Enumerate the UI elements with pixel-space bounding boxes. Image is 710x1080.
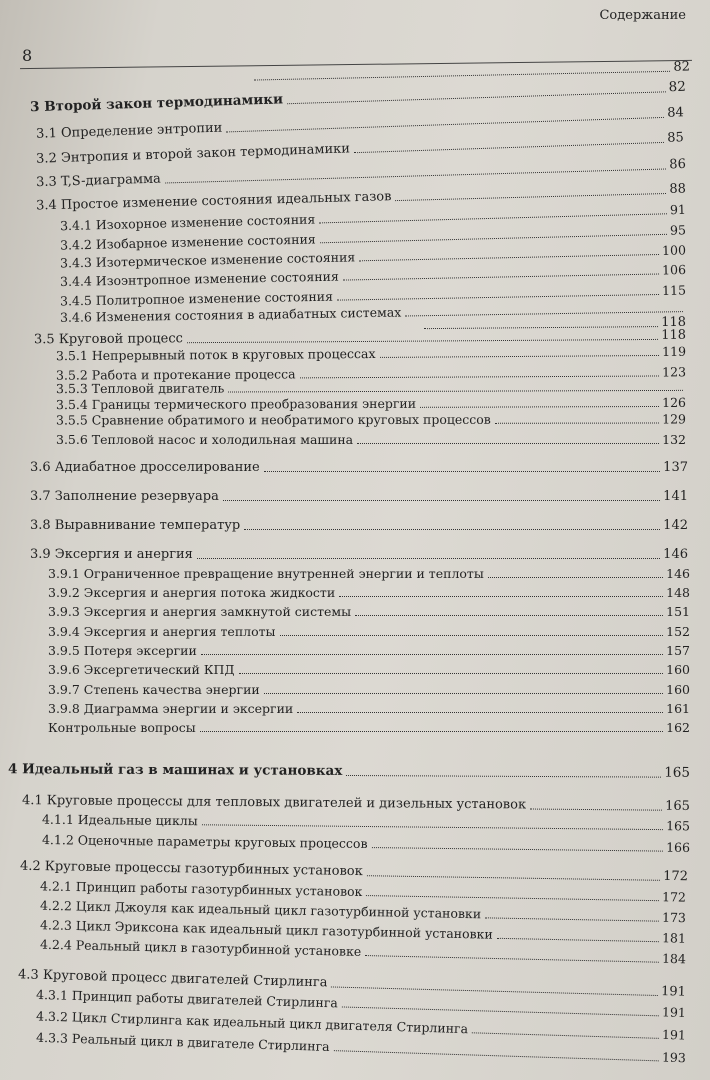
toc-entry: 3.7 Заполнение резервуара 141	[30, 489, 688, 504]
toc-entry: 3.9.6 Эксергетический КПД 160	[48, 662, 690, 677]
toc-entry: 3.5.1 Непрерывный поток в круговых процессах 119	[55, 343, 687, 364]
toc-entry: 4.2 Круговые процессы газотурбинных установок 172	[19, 858, 689, 885]
toc-entry: 4.2.2 Цикл Джоуля как идеальный цикл газотурбинной установки 173	[39, 897, 687, 926]
toc-entry: 3.5.3 Тепловой двигатель	[56, 379, 686, 396]
toc-entry: 3.1 Определение энтропии 84	[35, 105, 685, 142]
toc-entry: 3.8 Выравнивание температур 142	[30, 518, 688, 533]
toc-entry: 4 Идеальный газ в машинах и установках 165	[7, 761, 691, 781]
toc-entry: 4.1.1 Идеальные циклы 165	[41, 811, 691, 834]
running-title: Содержание	[599, 8, 686, 23]
toc-entry: 3.4.2 Изобарное изменение состояния 95	[59, 222, 687, 253]
toc-entry: 3.5.5 Сравнение обратимого и необратимого круговых процессов 129	[55, 411, 687, 428]
toc-entry: 3.5.2 Работа и протекание процесса 123	[55, 364, 687, 383]
toc-entry: 118	[420, 315, 686, 332]
toc-entry: 4.2.4 Реальный цикл в газотурбинной установке 184	[39, 936, 687, 967]
toc-entry: 4.1 Круговые процессы для тепловых двигателей и дизельных установок 165	[21, 793, 691, 814]
toc-entry: 3.9.2 Эксергия и анергия потока жидкости 148	[48, 585, 690, 600]
toc-entry: 3 Второй закон термодинамики 82	[29, 78, 687, 116]
toc-entry: 82	[250, 59, 690, 83]
toc-entry: 3.9.3 Эксергия и анергия замкнутой системы 151	[48, 604, 690, 619]
toc-entry: 3.4.6 Изменения состояния в адиабатных системах	[60, 300, 686, 325]
toc-entry: 3.4.4 Изоэнтропное изменение состояния 106	[59, 261, 687, 290]
toc-entry: 3.2 Энтропия и второй закон термодинамики 85	[35, 130, 685, 167]
toc-entry: 4.1.2 Оценочные параметры круговых процессов 166	[41, 832, 691, 855]
toc-entry: 3.4.3 Изотермическое изменение состояния 100	[59, 242, 687, 271]
toc-entry: 3.9 Эксергия и анергия 146	[30, 547, 688, 562]
toc-entry: 3.4 Простое изменение состояния идеальных газов 88	[35, 181, 687, 214]
toc-entry: 3.9.5 Потеря эксергии 157	[48, 643, 690, 658]
toc-entry: 3.3 T,S-диаграмма 86	[35, 156, 687, 191]
toc-entry: 3.9.8 Диаграмма энергии и эксергии 161	[48, 701, 690, 716]
page-number: 8	[22, 46, 33, 65]
toc-entry: 4.3 Круговой процесс двигателей Стирлинга 191	[17, 967, 687, 1000]
toc-entry: 3.9.4 Эксергия и анергия теплоты 152	[48, 624, 690, 639]
toc-entry: 4.3.3 Реальный цикл в двигателе Стирлинга 193	[35, 1029, 687, 1066]
toc-entry: 4.2.1 Принцип работы газотурбинных установок 172	[39, 878, 687, 905]
toc-entry: Контрольные вопросы 162	[48, 720, 690, 735]
toc-entry: 3.6 Адиабатное дросселирование 137	[30, 460, 688, 475]
toc-entry: 3.5.4 Границы термического преобразования энергии 126	[55, 394, 687, 413]
toc-entry: 3.5 Круговой процесс 118	[33, 327, 687, 348]
toc-entry: 4.3.1 Принцип работы двигателей Стирлинга 191	[35, 986, 687, 1021]
toc-entry: 3.5.6 Тепловой насос и холодильная машина 132	[56, 432, 686, 447]
toc-entry: 3.4.5 Политропное изменение состояния 115	[59, 282, 687, 309]
toc-entry: 4.2.3 Цикл Эриксона как идеальный цикл газотурбинной установки 181	[39, 917, 687, 946]
toc-entry: 3.4.1 Изохорное изменение состояния 91	[59, 201, 687, 234]
toc-entry: 3.9.7 Степень качества энергии 160	[48, 682, 690, 697]
toc-entry: 4.3.2 Цикл Стирлинга как идеальный цикл двигателя Стирлинга 191	[35, 1008, 687, 1043]
toc-entry: 3.9.1 Ограниченное превращение внутренней энергии и теплоты 146	[48, 566, 690, 581]
